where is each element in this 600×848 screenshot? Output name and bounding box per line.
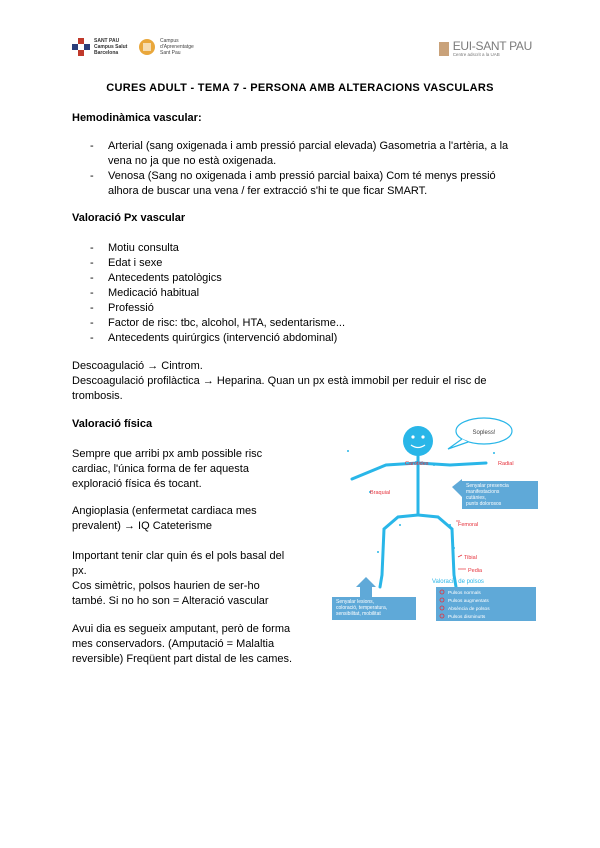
list-item: - Arterial (sang oxigenada i amb pressió parcial elevada) Gasometria a l'artèria, a la vena no ja que no està oxigenada. xyxy=(72,139,532,169)
info-box-bottom xyxy=(332,577,416,620)
label-tibial: Tibial xyxy=(464,555,477,561)
list-item: - Professió xyxy=(72,301,532,316)
campus-logo-icon xyxy=(138,38,156,56)
svg-text:Pulsos normals: Pulsos normals xyxy=(448,591,481,596)
label-radial: Radial xyxy=(498,461,514,467)
logo-middle-line3: Sant Pau xyxy=(160,50,181,56)
pulse-labels xyxy=(370,461,514,574)
logo-middle-line2: d'Aprenentatge xyxy=(160,44,194,50)
svg-text:sensibilitat, mobilitat: sensibilitat, mobilitat xyxy=(336,611,381,617)
bubble-text: Sopless! xyxy=(472,430,496,436)
list-item: - Antecedents quirúrgics (intervenció abdominal) xyxy=(72,331,532,346)
list-item: - Medicació habitual xyxy=(72,286,532,301)
logo-middle-line1: Campus xyxy=(160,38,179,44)
hemodinamica-list xyxy=(72,139,532,199)
label-arrows xyxy=(456,521,466,569)
figure-head xyxy=(403,426,433,456)
pulse-diagram xyxy=(330,405,550,655)
info-box-right xyxy=(452,479,538,509)
svg-text:Senyalar presencia: Senyalar presencia xyxy=(466,483,509,489)
fisica-paragraph-3: Important tenir clar quin és el pols basal del px. Cos simètric, polsos haurien de ser-ho també. Si no ho son = Alteració vascular xyxy=(72,550,285,607)
fisica-paragraph-4: Avui dia es segueix amputant, però de forma mes conservadors. (Amputació = Malaltia reversible) Freqüent part distal de les cames. xyxy=(72,623,293,665)
logo-left-line3: Barcelona xyxy=(94,50,119,56)
label-carotides: Carotides xyxy=(405,461,429,467)
list-item: - Factor de risc: tbc, alcohol, HTA, sedentarisme... xyxy=(72,316,532,331)
campus-logo xyxy=(138,38,194,56)
hemodinamica-heading: Hemodinàmica vascular: xyxy=(72,112,202,124)
svg-text:Absència de polsos: Absència de polsos xyxy=(448,607,490,612)
svg-text:manifestacions: manifestacions xyxy=(466,489,500,495)
svg-text:Pulsos disminuïts: Pulsos disminuïts xyxy=(448,615,486,620)
header-logos xyxy=(72,38,532,66)
list-item: - Venosa (Sang no oxigenada i amb pressió parcial baixa) Com té menys pressió alhora de buscar una vena / fer extracció s'hi te que ficar SMART. xyxy=(72,169,532,199)
eui-logo-icon xyxy=(439,42,449,56)
fisica-heading: Valoració física xyxy=(72,418,153,430)
valoracio-list xyxy=(72,241,532,346)
svg-text:coloració, temperatura,: coloració, temperatura, xyxy=(336,605,388,611)
svg-text:cutànies,: cutànies, xyxy=(466,495,487,501)
fisica-paragraph-1: Sempre que arribi px amb possible risc cardiac, l'única forma de fer aquesta exploració física és tocant. xyxy=(72,448,263,490)
eui-logo-subtext: Centre adscrit a la UAB xyxy=(452,52,500,57)
label-femoral: Femoral xyxy=(458,522,479,528)
fisica-paragraph-2: Angioplasia (enfermetat cardiaca mes prevalent) → IQ Cateterisme xyxy=(72,505,257,532)
label-braquial: Braquial xyxy=(370,490,391,496)
list-item: - Edat i sexe xyxy=(72,256,532,271)
sant-pau-logo-icon xyxy=(72,38,90,56)
logo-left-line1: SANT PAU xyxy=(94,38,120,44)
legend-title: Valoració de polsos xyxy=(432,579,484,585)
logo-left-line2: Campus Salut xyxy=(94,44,128,50)
descoagulacio-paragraph: Descoagulació → Cintrom. Descoagulació profilàctica → Heparina. Quan un px està immobil per reduir el risc de trombosis. xyxy=(72,360,487,402)
pulse-legend xyxy=(432,579,536,621)
eui-logo-text: EUI-SANT PAU xyxy=(452,39,532,53)
valoracio-heading: Valoració Px vascular xyxy=(72,212,186,224)
list-item: - Antecedents patològics xyxy=(72,271,532,286)
speech-bubble xyxy=(448,418,512,449)
svg-text:Pulsos augmentats: Pulsos augmentats xyxy=(448,599,489,604)
page-title: CURES ADULT - TEMA 7 - PERSONA AMB ALTERACIONS VASCULARS xyxy=(106,82,494,94)
svg-text:punts dolorosos: punts dolorosos xyxy=(466,501,502,507)
sant-pau-logo xyxy=(72,38,127,56)
svg-text:Senyalar lesions,: Senyalar lesions, xyxy=(336,599,375,605)
eui-logo xyxy=(439,40,532,57)
list-item: - Motiu consulta xyxy=(72,241,532,256)
label-pedia: Pedia xyxy=(468,568,483,574)
